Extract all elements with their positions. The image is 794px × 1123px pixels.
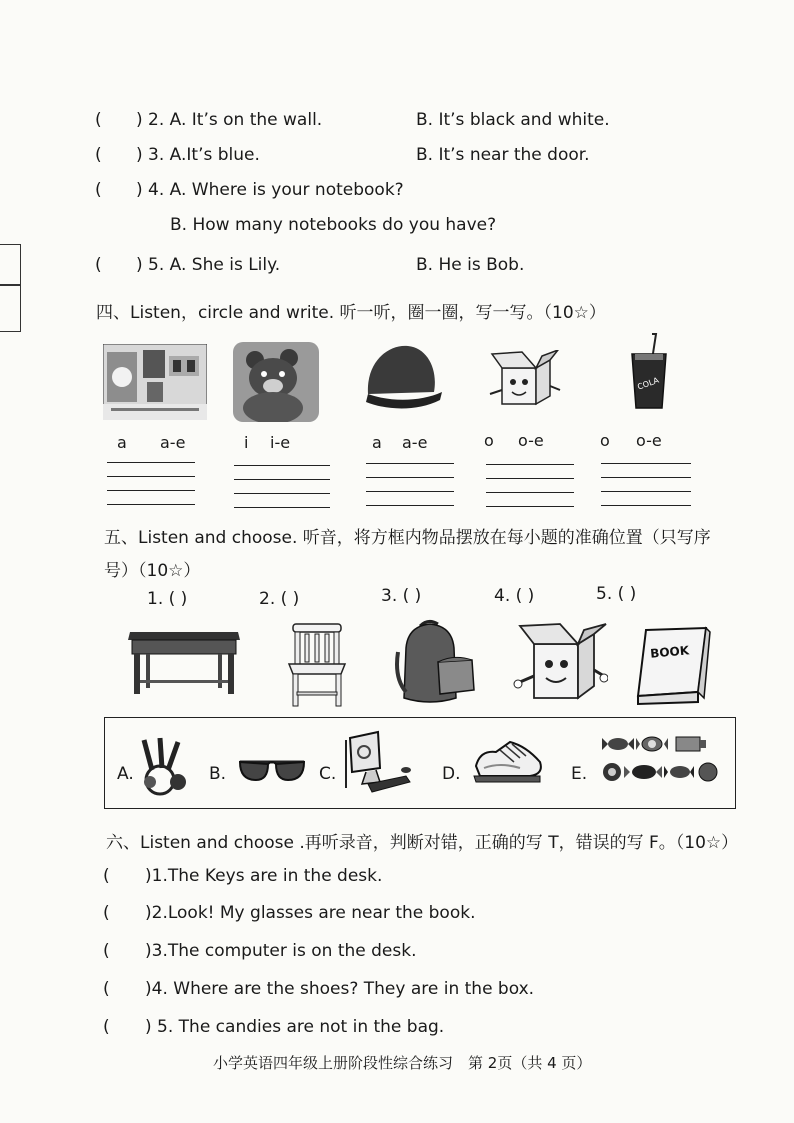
answer-paren: (	[103, 866, 110, 886]
choice-a-label: A.	[117, 764, 134, 784]
option-long: i-e	[270, 433, 291, 452]
binding-mark-bottom	[0, 284, 21, 332]
bear-icon	[233, 342, 319, 422]
option-short: i	[244, 433, 249, 452]
q5-option-a: ) 5. A. She is Lily.	[136, 255, 281, 275]
shoes-icon	[470, 736, 546, 786]
answer-paren: (	[103, 979, 110, 999]
answer-blank-4: 4. ( )	[494, 586, 535, 606]
writing-line	[107, 462, 195, 463]
answer-paren: (	[103, 903, 110, 923]
part5-heading-line2: 号）（10☆）	[104, 561, 201, 581]
tf-item-5: ) 5. The candies are not in the bag.	[145, 1017, 445, 1037]
answer-paren: (	[95, 180, 102, 200]
desk-icon	[126, 630, 242, 694]
q4-option-b: B. How many notebooks do you have?	[170, 215, 497, 235]
answer-paren: (	[95, 145, 102, 165]
choice-e-label: E.	[571, 764, 588, 784]
cap-icon	[360, 340, 444, 420]
answer-paren: (	[95, 255, 102, 275]
page-footer: 小学英语四年级上册阶段性综合练习 第 2页（共 4 页）	[213, 1054, 592, 1072]
cola-glass-icon	[622, 332, 676, 412]
binding-mark-top	[0, 244, 21, 286]
choice-d-label: D.	[442, 764, 461, 784]
candies-icon	[600, 732, 720, 786]
writing-line	[107, 490, 195, 491]
answer-paren: (	[103, 1017, 110, 1037]
box-icon	[512, 622, 608, 706]
house-photo-icon	[103, 344, 207, 420]
q3-option-b: B. It’s near the door.	[416, 145, 590, 165]
writing-line	[366, 477, 454, 478]
writing-line	[366, 505, 454, 506]
keys-icon	[134, 736, 194, 798]
answer-blank-1: 1. ( )	[147, 589, 188, 609]
q2-option-b: B. It’s black and white.	[416, 110, 610, 130]
writing-line	[486, 478, 574, 479]
q5-option-b: B. He is Bob.	[416, 255, 525, 275]
book-cover-label: BOOK	[649, 643, 690, 661]
answer-paren: (	[95, 110, 102, 130]
writing-line	[601, 491, 691, 492]
writing-line	[601, 463, 691, 464]
writing-line	[366, 463, 454, 464]
computer-icon	[344, 730, 414, 796]
tf-item-4: )4. Where are the shoes? They are in the box.	[145, 979, 535, 999]
writing-line	[234, 493, 330, 494]
choice-b-label: B.	[209, 764, 227, 784]
answer-blank-3: 3. ( )	[381, 586, 422, 606]
option-long: a-e	[402, 433, 428, 452]
q4-option-a: ) 4. A. Where is your notebook?	[136, 180, 404, 200]
part6-heading: 六、Listen and choose .再听录音，判断对错，正确的写 T，错误的写 F。（10☆）	[106, 833, 739, 853]
box-icon	[484, 350, 564, 412]
part5-heading-line1: 五、Listen and choose. 听音，将方框内物品摆放在每小题的准确位置（只写序	[104, 528, 711, 548]
writing-line	[234, 479, 330, 480]
answer-blank-5: 5. ( )	[596, 584, 637, 604]
answer-paren: (	[103, 941, 110, 961]
q3-option-a: ) 3. A.It’s blue.	[136, 145, 260, 165]
option-long: o-e	[636, 431, 662, 450]
writing-line	[486, 506, 574, 507]
writing-line	[234, 507, 330, 508]
sunglasses-icon	[236, 752, 308, 788]
part4-heading: 四、Listen，circle and write. 听一听，圈一圈，写一写。（10☆）	[96, 303, 606, 323]
writing-line	[234, 465, 330, 466]
book-icon	[632, 626, 712, 706]
writing-line	[107, 504, 195, 505]
cola-label: COLA	[636, 375, 661, 392]
answer-blank-2: 2. ( )	[259, 589, 300, 609]
option-long: a-e	[160, 433, 186, 452]
backpack-icon	[394, 618, 478, 706]
choice-c-label: C.	[319, 764, 337, 784]
tf-item-2: )2.Look! My glasses are near the book.	[145, 903, 476, 923]
option-short: o	[600, 431, 610, 450]
tf-item-3: )3.The computer is on the desk.	[145, 941, 417, 961]
chair-icon	[285, 622, 349, 708]
option-short: o	[484, 431, 494, 450]
writing-line	[486, 464, 574, 465]
writing-line	[601, 477, 691, 478]
option-short: a	[117, 433, 127, 452]
option-short: a	[372, 433, 382, 452]
writing-line	[486, 492, 574, 493]
writing-line	[601, 505, 691, 506]
writing-line	[107, 476, 195, 477]
tf-item-1: )1.The Keys are in the desk.	[145, 866, 383, 886]
option-long: o-e	[518, 431, 544, 450]
writing-line	[366, 491, 454, 492]
q2-option-a: ) 2. A. It’s on the wall.	[136, 110, 323, 130]
